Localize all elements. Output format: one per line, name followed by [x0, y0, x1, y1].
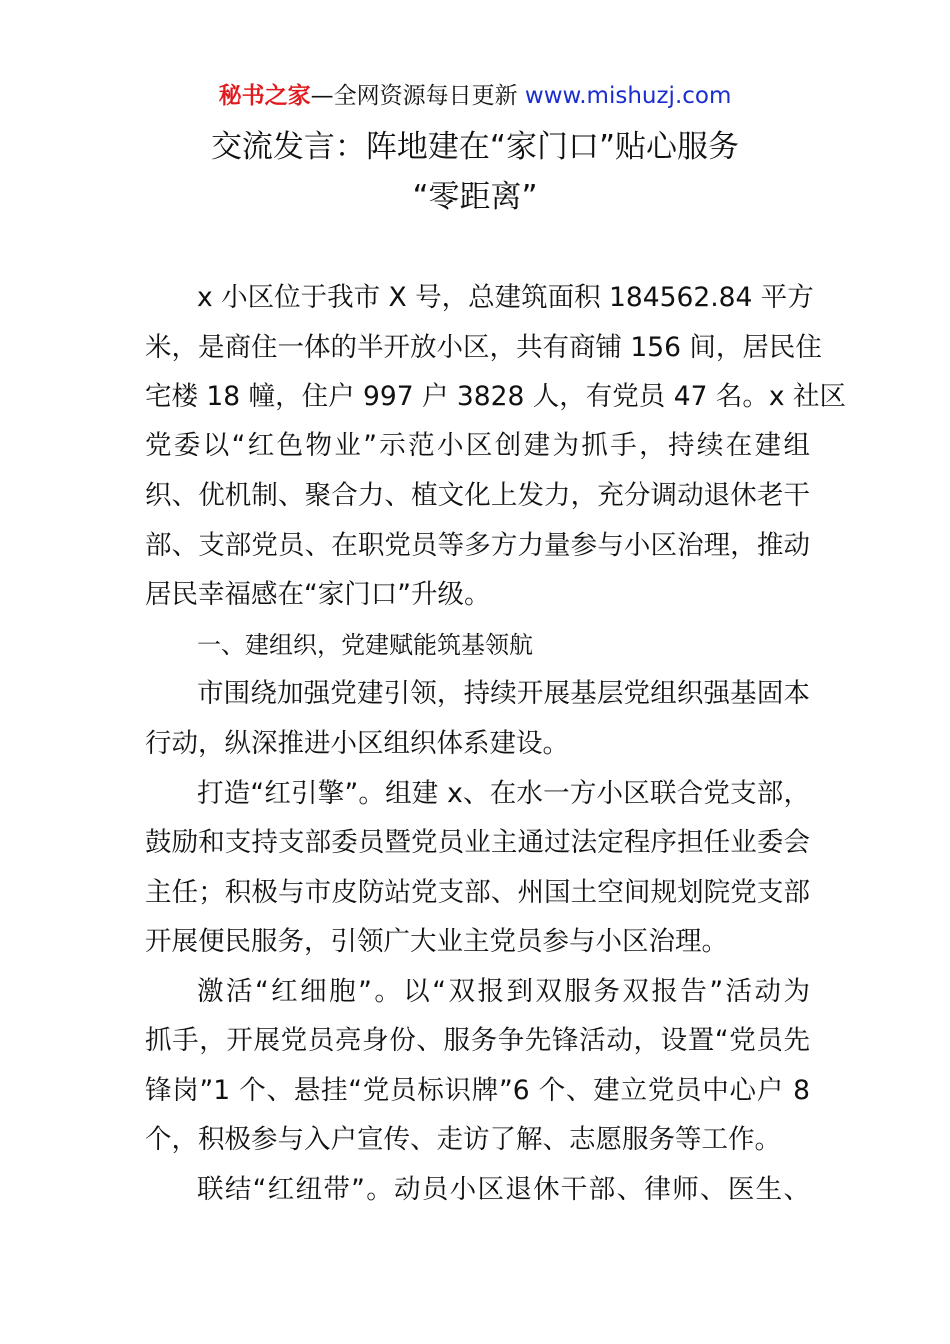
paragraph-line: 市围绕加强党建引领，持续开展基层党组织强基固本 [197, 678, 810, 709]
paragraph-line: x 小区位于我市 X 号，总建筑面积 184562.84 平方 [197, 282, 814, 313]
paragraph-line: 开展便民服务，引领广大业主党员参与小区治理。 [145, 926, 728, 957]
site-url-link[interactable]: www.mishuzj.com [524, 83, 732, 109]
paragraph-line: 主任；积极与市皮防站党支部、州国土空间规划院党支部 [145, 877, 810, 908]
paragraph-line: 激活“红细胞”。以“双报到双服务双报告”活动为 [197, 976, 810, 1007]
document-title: 交流发言：阵地建在“家门口”贴心服务 [210, 129, 740, 165]
paragraph-line: 抓手，开展党员亮身份、服务争先锋活动，设置“党员先 [145, 1025, 810, 1056]
brand-name: 秘书之家 [218, 83, 311, 109]
paragraph-line: 行动，纵深推进小区组织体系建设。 [145, 728, 569, 759]
paragraph-line: 联结“红纽带”。动员小区退休干部、律师、医生、 [197, 1174, 810, 1205]
paragraph-line: 鼓励和支持支部委员暨党员业主通过法定程序担任业委会 [145, 827, 810, 858]
header-tagline: —全网资源每日更新 [310, 83, 525, 109]
paragraph-line: 党委以“红色物业”示范小区创建为抓手，持续在建组 [145, 430, 810, 461]
section-heading: 一、建组织，党建赋能筑基领航 [197, 631, 533, 659]
document-title-continued: “零距离” [412, 179, 538, 215]
paragraph-line: 织、优机制、聚合力、植文化上发力，充分调动退休老干 [145, 480, 810, 511]
paragraph-line: 米，是商住一体的半开放小区，共有商铺 156 间，居民住 [145, 332, 822, 363]
paragraph-line: 宅楼 18 幢，住户 997 户 3828 人，有党员 47 名。x 社区 [145, 381, 846, 412]
paragraph-line: 居民幸福感在“家门口”升级。 [145, 579, 491, 610]
paragraph-line: 部、支部党员、在职党员等多方力量参与小区治理，推动 [145, 530, 810, 561]
paragraph-line: 锋岗”1 个、悬挂“党员标识牌”6 个、建立党员中心户 8 [145, 1075, 810, 1106]
site-header [0, 80, 950, 112]
paragraph-line: 打造“红引擎”。组建 x、在水一方小区联合党支部， [197, 778, 810, 809]
paragraph-line: 个，积极参与入户宣传、走访了解、志愿服务等工作。 [145, 1124, 781, 1155]
